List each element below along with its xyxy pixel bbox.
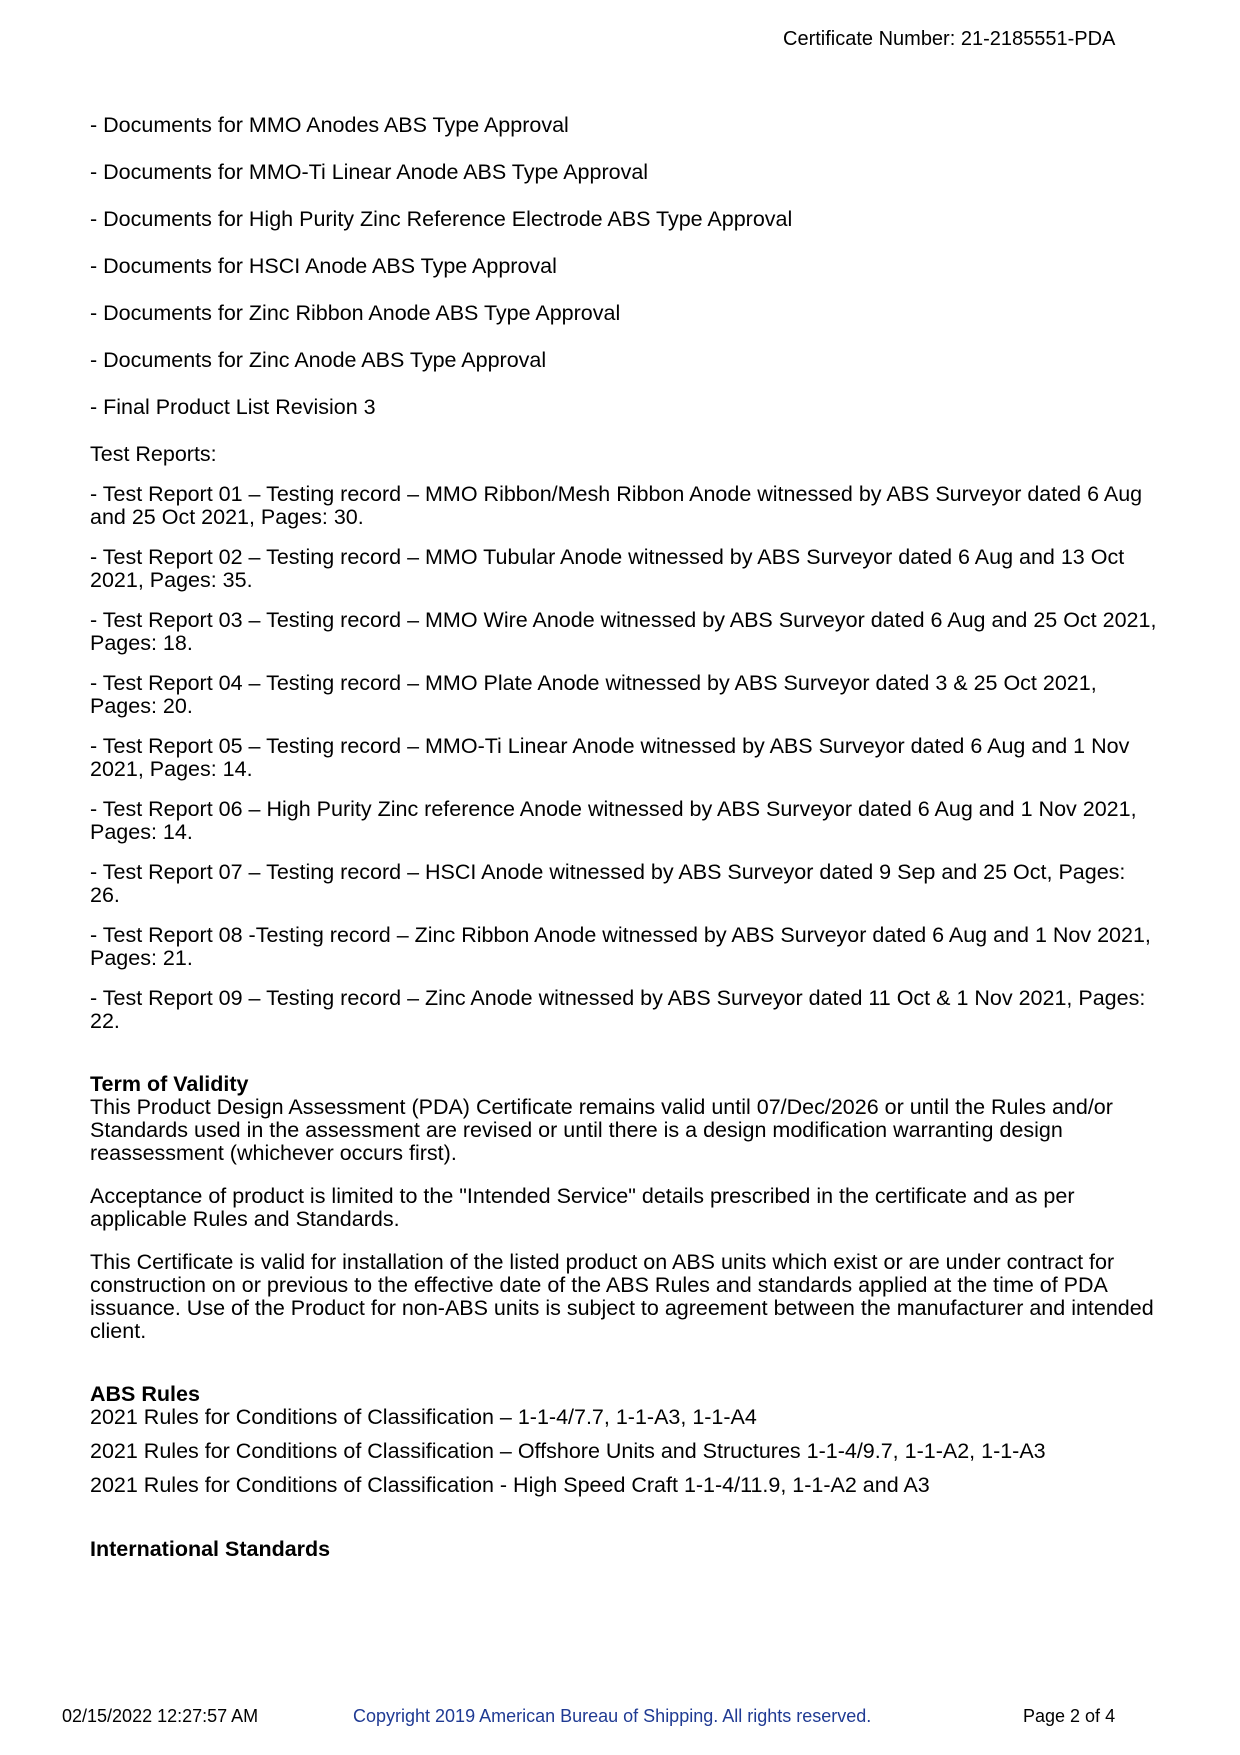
document-item: - Documents for High Purity Zinc Reference Electrode ABS Type Approval: [90, 207, 793, 231]
test-report-item: - Test Report 03 – Testing record – MMO Wire Anode witnessed by ABS Surveyor dated 6 Aug and 25 Oct 2021, Pages: 18.: [90, 608, 1157, 655]
abs-rules-heading: ABS Rules: [90, 1382, 200, 1406]
validity-paragraph-3: This Certificate is valid for installation of the listed product on ABS units which exist or are under contract for construction on or previous to the effective date of the ABS Rules and standards applied at the time of PDA issuance. Use of the Product for non-ABS units is subject to agreement between the manufacturer and intended client.: [90, 1250, 1154, 1343]
document-item: - Documents for MMO-Ti Linear Anode ABS Type Approval: [90, 160, 649, 184]
validity-paragraph-1: This Product Design Assessment (PDA) Certificate remains valid until 07/Dec/2026 or until the Rules and/or Standards used in the assessment are revised or until there is a design modification warranting design reassessment (whichever occurs first).: [90, 1095, 1113, 1165]
document-item: - Final Product List Revision 3: [90, 395, 376, 419]
test-report-item: - Test Report 05 – Testing record – MMO-Ti Linear Anode witnessed by ABS Surveyor dated 6 Aug and 1 Nov 2021, Pages: 14.: [90, 734, 1130, 781]
footer-datetime: 02/15/2022 12:27:57 AM: [62, 1706, 259, 1726]
test-report-item: - Test Report 06 – High Purity Zinc reference Anode witnessed by ABS Surveyor dated 6 Aug and 1 Nov 2021, Pages: 14.: [90, 797, 1137, 844]
footer-copyright: Copyright 2019 American Bureau of Shipping. All rights reserved.: [353, 1706, 872, 1726]
document-body: [90, 114, 1160, 1561]
document-item: - Documents for MMO Anodes ABS Type Approval: [90, 113, 569, 137]
abs-rule-item: 2021 Rules for Conditions of Classification – 1-1-4/7.7, 1-1-A3, 1-1-A4: [90, 1405, 757, 1429]
document-item: - Documents for HSCI Anode ABS Type Approval: [90, 254, 557, 278]
test-report-item: - Test Report 04 – Testing record – MMO Plate Anode witnessed by ABS Surveyor dated 3 & 25 Oct 2021, Pages: 20.: [90, 671, 1097, 718]
validity-paragraph-2: Acceptance of product is limited to the "Intended Service" details prescribed in the certificate and as per applicable Rules and Standards.: [90, 1184, 1075, 1231]
document-item: - Documents for Zinc Anode ABS Type Approval: [90, 348, 547, 372]
test-report-item: - Test Report 01 – Testing record – MMO Ribbon/Mesh Ribbon Anode witnessed by ABS Surveyor dated 6 Aug and 25 Oct 2021, Pages: 30.: [90, 482, 1143, 529]
certificate-number: Certificate Number: 21-2185551-PDA: [783, 28, 1116, 50]
term-of-validity-heading: Term of Validity: [90, 1072, 249, 1096]
test-report-item: - Test Report 07 – Testing record – HSCI Anode witnessed by ABS Surveyor dated 9 Sep and 25 Oct, Pages: 26.: [90, 860, 1126, 907]
test-report-item: - Test Report 09 – Testing record – Zinc Anode witnessed by ABS Surveyor dated 11 Oct & 1 Nov 2021, Pages: 22.: [90, 986, 1146, 1033]
document-item: - Documents for Zinc Ribbon Anode ABS Type Approval: [90, 301, 621, 325]
footer-page-number: Page 2 of 4: [1023, 1706, 1116, 1726]
test-reports-heading: Test Reports:: [90, 442, 217, 466]
abs-rule-item: 2021 Rules for Conditions of Classification - High Speed Craft 1-1-4/11.9, 1-1-A2 and A3: [90, 1473, 930, 1497]
test-report-item: - Test Report 02 – Testing record – MMO Tubular Anode witnessed by ABS Surveyor dated 6 Aug and 13 Oct 2021, Pages: 35.: [90, 545, 1125, 592]
abs-rule-item: 2021 Rules for Conditions of Classification – Offshore Units and Structures 1-1-4/9.7, 1-1-A2, 1-1-A3: [90, 1439, 1046, 1463]
test-report-item: - Test Report 08 -Testing record – Zinc Ribbon Anode witnessed by ABS Surveyor dated 6 Aug and 1 Nov 2021, Pages: 21.: [90, 923, 1151, 970]
international-standards-heading: International Standards: [90, 1537, 331, 1561]
